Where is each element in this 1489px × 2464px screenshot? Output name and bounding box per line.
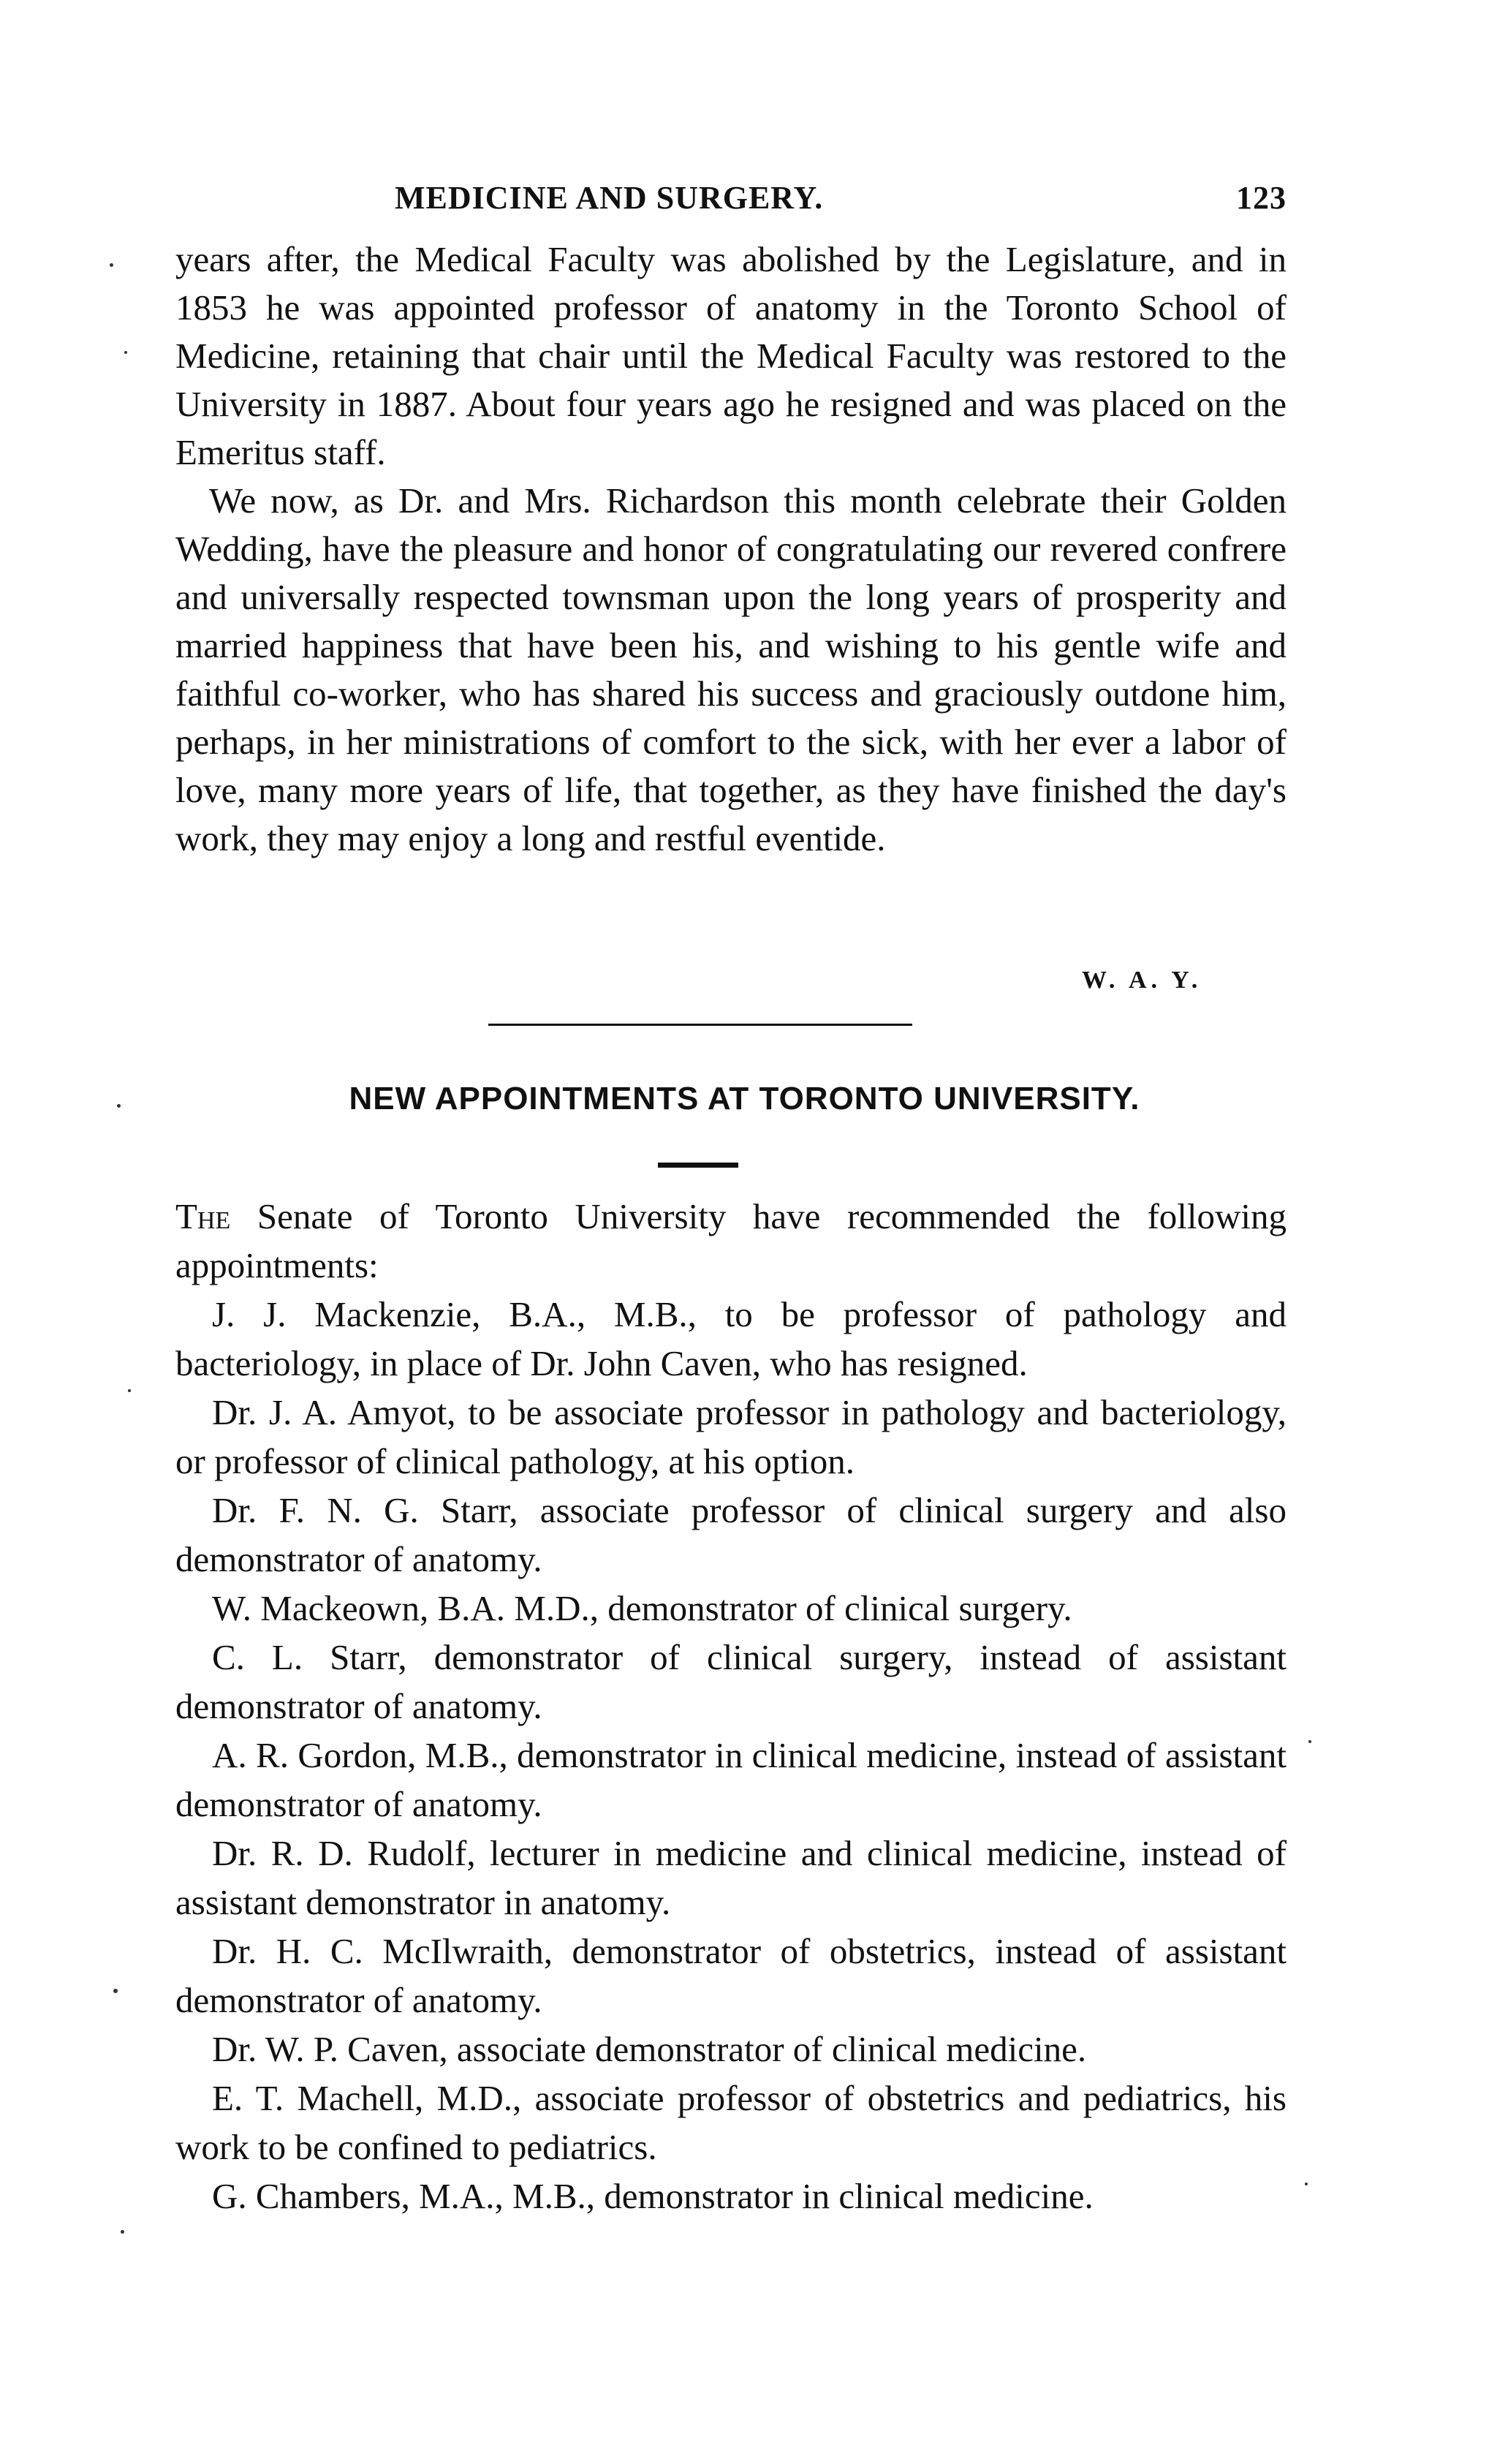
appointments-section	[175, 1192, 1287, 2221]
appointment-item: A. R. Gordon, M.B., demonstrator in clinical medicine, instead of assistant demonstrator of anatomy.	[175, 1735, 1287, 1824]
appointment-item: J. J. Mackenzie, B.A., M.B., to be professor of pathology and bacteriology, in place of Dr. John Caven, who has resigned.	[175, 1294, 1287, 1383]
appointment-item: W. Mackeown, B.A. M.D., demonstrator of clinical surgery.	[212, 1588, 1072, 1628]
appointment-item: Dr. R. D. Rudolf, lecturer in medicine and clinical medicine, instead of assistant demonstrator in anatomy.	[175, 1833, 1287, 1922]
scan-speck	[128, 1389, 131, 1392]
running-head	[395, 179, 1287, 223]
appointment-item: Dr. F. N. G. Starr, associate professor of clinical surgery and also demonstrator of anatomy.	[175, 1490, 1287, 1579]
intro-text: Senate of Toronto University have recommended the following appointments:	[175, 1196, 1287, 1285]
paragraph-career: years after, the Medical Faculty was abolished by the Legislature, and in 1853 he was appointed professor of anatomy in the Toronto School of Medicine, retaining that chair until the Medical Faculty was restored to the University in 1887. About four years ago he resigned and was placed on the Emeritus staff.	[175, 239, 1287, 472]
appointment-item: G. Chambers, M.A., M.B., demonstrator in clinical medicine.	[212, 2176, 1094, 2216]
scan-speck	[113, 1989, 118, 1993]
heading-underline-rule	[658, 1163, 738, 1168]
scan-speck	[1308, 1740, 1311, 1743]
author-signature: W. A. Y.	[1082, 967, 1202, 994]
intro-lead-word: The	[175, 1196, 231, 1236]
appointment-item: E. T. Machell, M.D., associate professor of obstetrics and pediatrics, his work to be confined to pediatrics.	[175, 2078, 1287, 2167]
section-heading: NEW APPOINTMENTS AT TORONTO UNIVERSITY.	[349, 1081, 1140, 1116]
scan-speck	[124, 351, 127, 354]
appointment-item: Dr. W. P. Caven, associate demonstrator of clinical medicine.	[212, 2029, 1087, 2069]
appointment-item: Dr. H. C. McIlwraith, demonstrator of obstetrics, instead of assistant demonstrator of anatomy.	[175, 1931, 1287, 2020]
running-head-title: MEDICINE AND SURGERY.	[395, 180, 824, 216]
appointment-item: C. L. Starr, demonstrator of clinical surgery, instead of assistant demonstrator of anatomy.	[175, 1637, 1287, 1726]
scan-speck	[110, 263, 113, 267]
section-divider-rule	[488, 1024, 912, 1026]
scan-speck	[117, 1104, 121, 1108]
paragraph-golden-wedding: We now, as Dr. and Mrs. Richardson this month celebrate their Golden Wedding, have the pleasure and honor of congratulating our revered confrere and universally respected townsman upon the long years of prosperity and married happiness that have been his, and wishing to his gentle wife and faithful co-worker, who has shared his success and graciously outdone him, perhaps, in her ministrations of comfort to the sick, with her ever a labor of love, many more years of life, that together, as they have finished the day's work, they may enjoy a long and restful eventide.	[175, 480, 1287, 858]
page-number: 123	[1236, 180, 1287, 216]
intro-paragraph	[175, 1192, 1287, 1290]
appointment-item: Dr. J. A. Amyot, to be associate professor in pathology and bacteriology, or professor of clinical pathology, at his option.	[175, 1392, 1287, 1481]
scan-speck	[121, 2230, 124, 2234]
scan-speck	[1305, 2183, 1308, 2185]
article-continuation	[175, 235, 1287, 863]
